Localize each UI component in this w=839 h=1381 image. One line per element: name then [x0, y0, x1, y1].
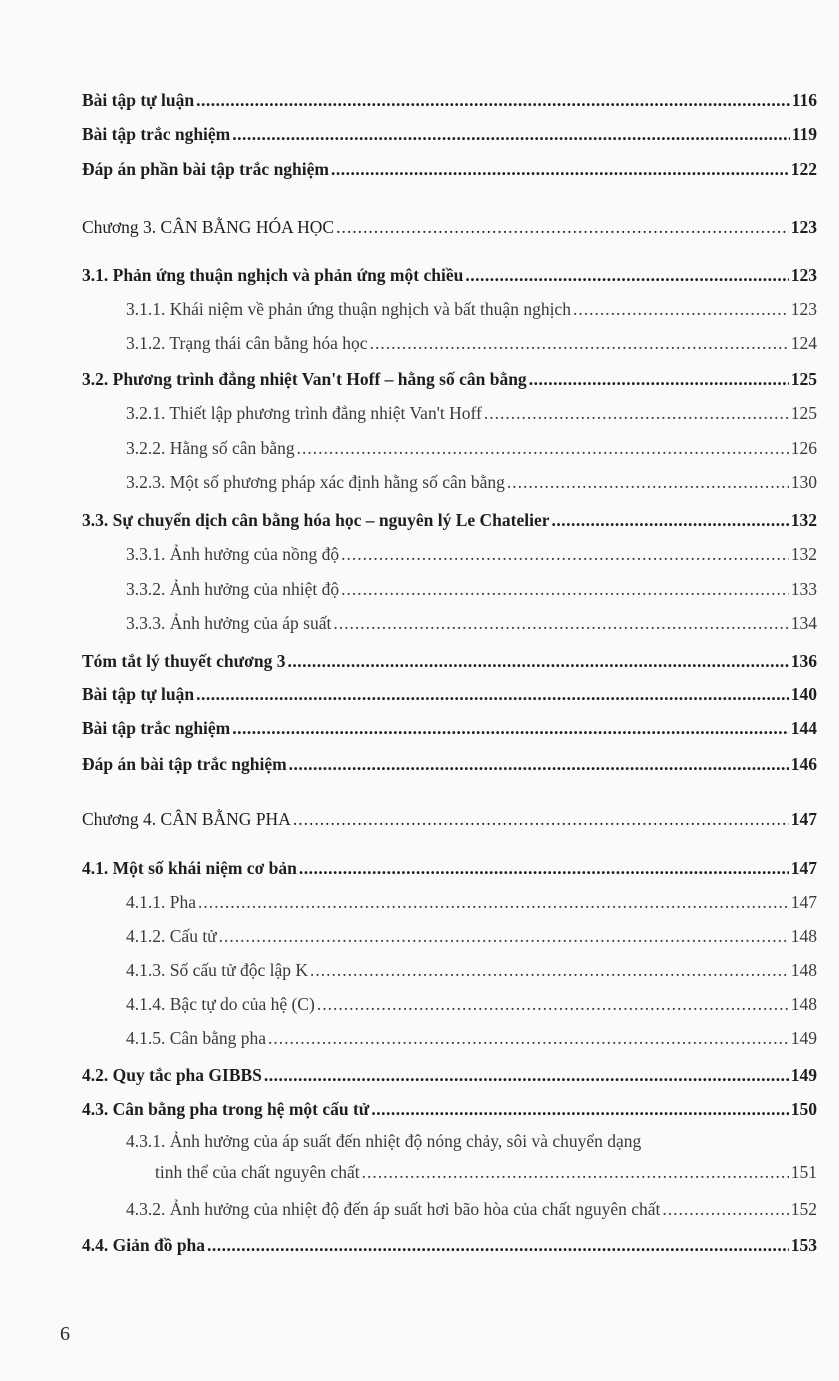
- toc-entry-page: 132: [790, 510, 817, 530]
- toc-entry: [126, 925, 817, 947]
- toc-entry: [82, 683, 817, 705]
- toc-entry-title: 4.1.1. Pha: [126, 892, 196, 912]
- toc-entry-title: 4.3.1. Ảnh hưởng của áp suất đến nhiệt độ nóng chảy, sôi và chuyển dạng: [126, 1131, 642, 1151]
- toc-entry-page: 148: [790, 926, 817, 946]
- toc-entry: [82, 650, 817, 672]
- leader-dots: [336, 216, 789, 238]
- toc-entry-page: 123: [790, 217, 817, 237]
- leader-dots: [297, 437, 789, 459]
- toc-entry: [82, 1064, 817, 1086]
- leader-dots: [289, 753, 789, 775]
- toc-entry: [126, 1027, 817, 1049]
- toc-entry: [82, 368, 817, 390]
- toc-entry-page: 126: [790, 438, 817, 458]
- toc-entry-page: 149: [790, 1028, 817, 1048]
- toc-entry: [126, 332, 817, 354]
- toc-entry-page: 147: [790, 858, 817, 878]
- toc-entry-title: 3.2.2. Hằng số cân bằng: [126, 438, 295, 458]
- toc-entry-page: 122: [790, 159, 817, 179]
- toc-entry-title: 4.3.2. Ảnh hưởng của nhiệt độ đến áp suất hơi bão hòa của chất nguyên chất: [126, 1199, 661, 1219]
- toc-entry: [126, 298, 817, 320]
- leader-dots: [219, 925, 789, 947]
- toc-entry-title: 3.1. Phản ứng thuận nghịch và phản ứng một chiều: [82, 265, 464, 285]
- leader-dots: [310, 959, 789, 981]
- leader-dots: [198, 891, 789, 913]
- leader-dots: [331, 158, 789, 180]
- toc-entry: [82, 509, 817, 531]
- toc-entry-title: 4.1.5. Cân bằng pha: [126, 1028, 266, 1048]
- toc-entry-title: 4.2. Quy tắc pha GIBBS: [82, 1065, 262, 1085]
- toc-entry: [126, 1198, 817, 1220]
- leader-dots: [333, 612, 788, 634]
- toc-entry-title: 4.1.3. Số cấu tử độc lập K: [126, 960, 309, 980]
- toc-entry-page: 148: [790, 994, 817, 1014]
- toc-entry-page: 149: [790, 1065, 817, 1085]
- toc-entry-title: 3.2. Phương trình đẳng nhiệt Van't Hoff – hằng số cân bằng: [82, 369, 527, 389]
- toc-entry-title: 3.3.2. Ảnh hưởng của nhiệt độ: [126, 579, 340, 599]
- toc-entry-title: 3.3.3. Ảnh hưởng của áp suất: [126, 613, 332, 633]
- toc-entry-page: 144: [790, 718, 817, 738]
- toc-entry-title: Bài tập trắc nghiệm: [82, 124, 231, 144]
- page-number: 6: [60, 1323, 70, 1345]
- toc-entry: [126, 612, 817, 634]
- toc-entry-title: 3.3.1. Ảnh hưởng của nồng độ: [126, 544, 340, 564]
- toc-entry-title: 3.3. Sự chuyển dịch cân bằng hóa học – nguyên lý Le Chatelier: [82, 510, 550, 530]
- toc-entry: [126, 437, 817, 459]
- toc-entry: [82, 1098, 817, 1120]
- toc-entry: [82, 753, 817, 775]
- toc-entry: [126, 543, 817, 565]
- leader-dots: [362, 1161, 789, 1183]
- toc-entry-page: 133: [790, 579, 817, 599]
- toc-entry-page: 152: [790, 1199, 817, 1219]
- leader-dots: [370, 332, 789, 354]
- leader-dots: [507, 471, 789, 493]
- toc-entry: [126, 578, 817, 600]
- leader-dots: [341, 578, 789, 600]
- toc-entry-title: 4.4. Giản đồ pha: [82, 1235, 206, 1255]
- toc-entry-page: 147: [790, 892, 817, 912]
- chapter-heading: [82, 808, 817, 830]
- toc-entry-title: Chương 4. CÂN BẰNG PHA: [82, 809, 291, 829]
- toc-entry-page: 119: [791, 124, 817, 144]
- toc-entry: [126, 993, 817, 1015]
- toc-entry-page: 132: [790, 544, 817, 564]
- leader-dots: [287, 650, 788, 672]
- leader-dots: [268, 1027, 789, 1049]
- leader-dots: [573, 298, 789, 320]
- toc-entry-title: Chương 3. CÂN BẰNG HÓA HỌC: [82, 217, 335, 237]
- leader-dots: [264, 1064, 789, 1086]
- toc-entry-title: 3.1.1. Khái niệm về phản ứng thuận nghịch và bất thuận nghịch: [126, 299, 571, 319]
- leader-dots: [293, 808, 789, 830]
- leader-dots: [371, 1098, 788, 1120]
- toc-entry: [126, 959, 817, 981]
- leader-dots: [196, 89, 790, 111]
- toc-entry-page: 125: [790, 403, 817, 423]
- toc-entry-title: 3.2.3. Một số phương pháp xác định hằng số cân bằng: [126, 472, 505, 492]
- toc-entry: [126, 402, 817, 424]
- toc-entry-title: 4.1.2. Cấu tử: [126, 926, 217, 946]
- toc-entry-title: 4.1.4. Bậc tự do của hệ (C): [126, 994, 315, 1014]
- toc-entry-page: 134: [790, 613, 817, 633]
- chapter-heading: [82, 216, 817, 238]
- toc-entry: [126, 471, 817, 493]
- toc-entry-page: 140: [790, 684, 817, 704]
- toc-entry-title: Bài tập tự luận: [82, 684, 195, 704]
- toc-entry: [126, 891, 817, 913]
- toc-entry: [82, 123, 817, 145]
- toc-entry-page: 150: [790, 1099, 817, 1119]
- toc-entry-page: 146: [790, 754, 817, 774]
- toc-entry-title: Bài tập trắc nghiệm: [82, 718, 231, 738]
- toc-entry-title: Đáp án bài tập trắc nghiệm: [82, 754, 287, 774]
- toc-entry-page: 148: [790, 960, 817, 980]
- toc-entry: [82, 158, 817, 180]
- toc-entry-page: 124: [790, 333, 817, 353]
- toc-entry-page: 130: [790, 472, 817, 492]
- leader-dots: [317, 993, 789, 1015]
- toc-entry-page: 116: [791, 90, 817, 110]
- toc-entry-title: 3.2.1. Thiết lập phương trình đẳng nhiệt Van't Hoff: [126, 403, 482, 423]
- toc-entry: [82, 264, 817, 286]
- toc-entry-title: 3.1.2. Trạng thái cân bằng hóa học: [126, 333, 368, 353]
- leader-dots: [207, 1234, 789, 1256]
- toc-entry-title: 4.3. Cân bằng pha trong hệ một cấu tử: [82, 1099, 370, 1119]
- leader-dots: [196, 683, 789, 705]
- toc-entry-page: 147: [790, 809, 817, 829]
- toc-entry-title: Bài tập tự luận: [82, 90, 195, 110]
- leader-dots: [465, 264, 788, 286]
- leader-dots: [484, 402, 789, 424]
- toc-entry-page: 123: [790, 265, 817, 285]
- toc-entry-title: 4.1. Một số khái niệm cơ bản: [82, 858, 297, 878]
- toc-entry-title: tinh thể của chất nguyên chất: [155, 1162, 360, 1182]
- toc-entry: [82, 717, 817, 739]
- leader-dots: [529, 368, 789, 390]
- leader-dots: [232, 123, 789, 145]
- leader-dots: [232, 717, 788, 739]
- toc-entry-title: Đáp án phần bài tập trắc nghiệm: [82, 159, 329, 179]
- toc-entry: [82, 1234, 817, 1256]
- toc-entry-page: 136: [790, 651, 817, 671]
- toc-entry-page: 151: [790, 1162, 817, 1182]
- toc-entry-page: 125: [790, 369, 817, 389]
- leader-dots: [552, 509, 789, 531]
- toc-entry: [82, 857, 817, 879]
- leader-dots: [662, 1198, 788, 1220]
- toc-entry-page: 153: [790, 1235, 817, 1255]
- toc-entry-page: 123: [790, 299, 817, 319]
- toc-entry-title: Tóm tắt lý thuyết chương 3: [82, 651, 286, 671]
- toc-entry: [155, 1161, 817, 1183]
- leader-dots: [341, 543, 789, 565]
- toc-entry: [82, 89, 817, 111]
- leader-dots: [299, 857, 789, 879]
